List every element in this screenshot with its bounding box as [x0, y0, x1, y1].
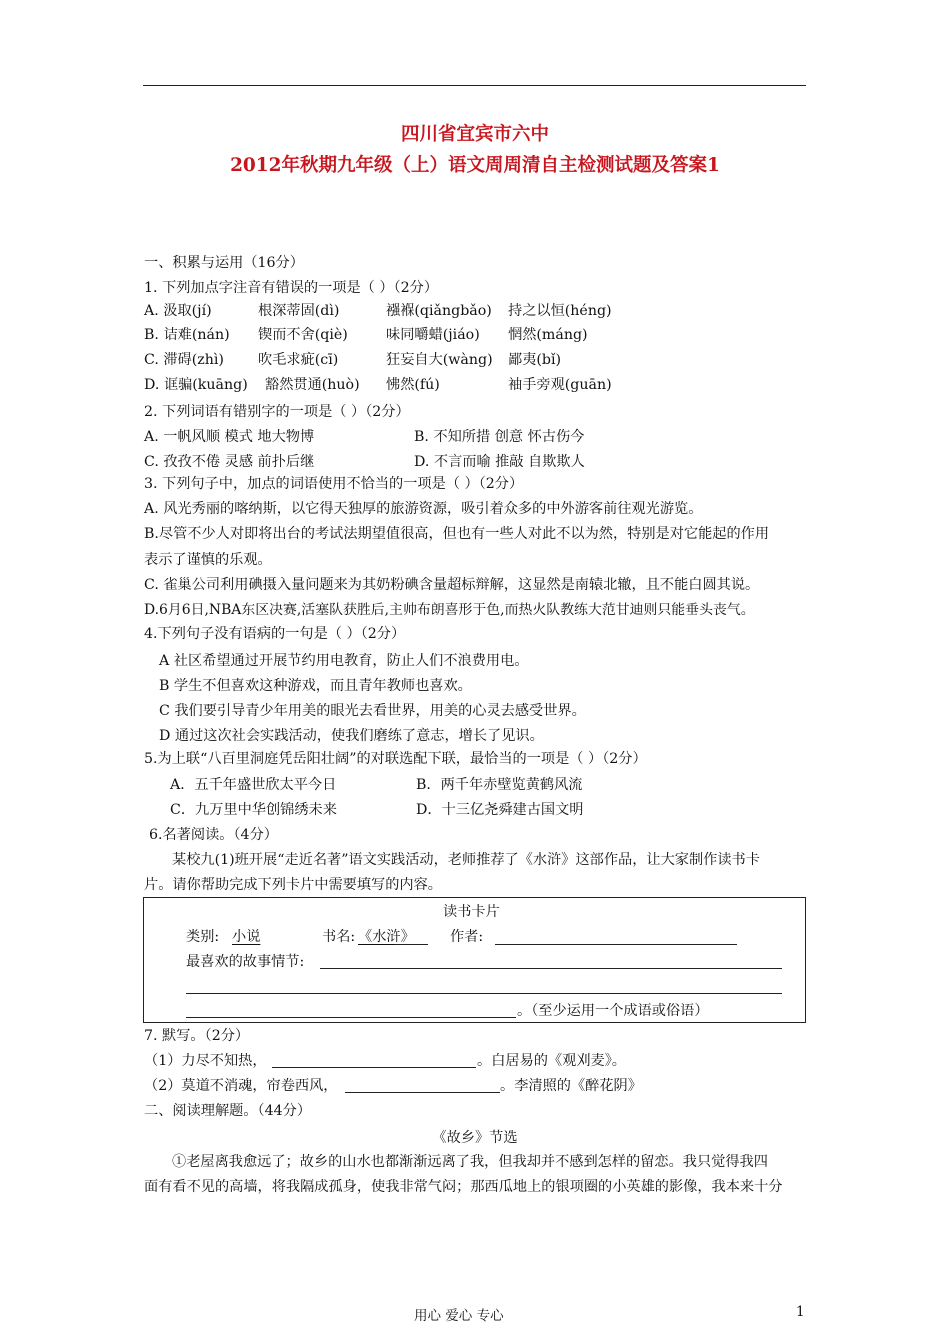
q1-c-1: C. 滞碍(zhì)	[144, 352, 224, 368]
page-number: 1	[796, 1304, 805, 1320]
q3-b-line2: 表示了谨慎的乐观。	[144, 552, 272, 568]
q4-b: B 学生不但喜欢这种游戏，而且青年教师也喜欢。	[159, 678, 472, 694]
q1-a-1: A. 汲取(jí)	[144, 303, 212, 319]
q1-c-3: 狂妄自大(wàng)	[386, 352, 493, 368]
q1-a-4: 持之以恒(héng)	[508, 303, 612, 319]
q6-stem: 6.名著阅读。（4分）	[149, 827, 278, 843]
q7-line2-prefix: （2）莫道不消魂，帘卷西风，	[144, 1078, 338, 1094]
section2-heading: 二、阅读理解题。（44分）	[144, 1103, 312, 1119]
card-plot-label: 最喜欢的故事情节:	[186, 954, 305, 970]
q7-line1-blank[interactable]	[272, 1067, 476, 1068]
q7-stem: 7. 默写。（2分）	[144, 1028, 250, 1044]
card-plot-blank-2[interactable]	[186, 993, 782, 994]
q4-stem: 4.下列句子没有语病的一句是（ ）（2分）	[144, 626, 406, 642]
q7-line2-suffix: 。李清照的《醉花阴》	[500, 1078, 642, 1094]
q2-b: B. 不知所措 创意 怀古伤今	[414, 429, 585, 445]
q1-d-3: 怫然(fú)	[386, 377, 440, 393]
passage-para2: 面有看不见的高墙，将我隔成孤身，使我非常气闷；那西瓜地上的银项圈的小英雄的影像，我本来十分	[144, 1179, 783, 1195]
passage-title: 《故乡》节选	[432, 1130, 518, 1146]
section1-heading: 一、积累与运用（16分）	[144, 255, 304, 271]
q1-a-3: 襁褓(qiǎngbǎo)	[386, 303, 492, 319]
q2-d: D. 不言而喻 推敲 自欺欺人	[414, 454, 585, 470]
q1-d-4: 袖手旁观(guān)	[508, 377, 612, 393]
card-plot-blank-1[interactable]	[320, 968, 782, 969]
q2-a: A. 一帆风顺 模式 地大物博	[144, 429, 315, 445]
q5-d: D．十三亿尧舜建古国文明	[416, 802, 584, 818]
q1-d-2: 豁然贯通(huò)	[265, 377, 360, 393]
q1-b-2: 锲而不舍(qiè)	[258, 327, 348, 343]
card-note: 。（至少运用一个成语或俗语）	[517, 1003, 709, 1019]
q7-line1-prefix: （1）力尽不知热，	[144, 1053, 267, 1069]
footer-slogan: 用心 爱心 专心	[414, 1308, 504, 1324]
q4-c: C 我们要引导青少年用美的眼光去看世界，用美的心灵去感受世界。	[159, 703, 586, 719]
q7-line1-suffix: 。白居易的《观刈麦》。	[477, 1053, 626, 1069]
card-book-underline	[395, 944, 428, 945]
card-author-label: 作者:	[450, 929, 484, 945]
q1-c-4: 鄙夷(bǐ)	[508, 352, 562, 368]
q3-c: C. 雀巢公司利用碘摄入量问题来为其奶粉碘含量超标辩解，这显然是南辕北辙，且不能白圆其说。	[144, 577, 760, 593]
card-category-label: 类别:	[186, 929, 220, 945]
title-exam: 2012年秋期九年级（上）语文周周清自主检测试题及答案1	[230, 155, 720, 176]
passage-para1: ①老屋离我愈远了；故乡的山水也都渐渐远离了我，但我却并不感到怎样的留恋。我只觉得我四	[172, 1154, 768, 1170]
q4-a: A 社区希望通过开展节约用电教育，防止人们不浪费用电。	[159, 653, 529, 669]
q5-b: B．两千年赤壁览黄鹤风流	[416, 777, 583, 793]
q3-stem: 3. 下列句子中，加点的词语使用不恰当的一项是（ ）（2分）	[144, 476, 524, 492]
q2-c: C. 孜孜不倦 灵感 前扑后继	[144, 454, 315, 470]
q3-d: D.6月6日,NBA东区决赛,活塞队获胜后,主帅布朗喜形于色,而热火队教练大范甘迪则只能垂头丧气。	[144, 602, 755, 618]
q4-d: D 通过这次社会实践活动，使我们磨练了意志，增长了见识。	[159, 728, 544, 744]
q1-d-1: D. 诓骗(kuāng)	[144, 377, 248, 393]
card-category-value: 小说	[232, 929, 261, 945]
card-title: 读书卡片	[443, 904, 500, 920]
q2-stem: 2. 下列词语有错别字的一项是（ ）（2分）	[144, 404, 410, 420]
q1-a-2: 根深蒂固(dì)	[258, 303, 340, 319]
q1-c-2: 吹毛求疵(cī)	[258, 352, 339, 368]
q6-intro-line1: 某校九(1)班开展“走近名著”语文实践活动，老师推荐了《水浒》这部作品，让大家制作读书卡	[172, 852, 760, 868]
title-school: 四川省宜宾市六中	[400, 124, 549, 145]
q1-b-1: B. 诘难(nán)	[144, 327, 230, 343]
q1-b-3: 味同嚼蜡(jiáo)	[386, 327, 480, 343]
q5-c: C．九万里中华创锦绣未来	[170, 802, 337, 818]
q5-stem: 5.为上联“八百里洞庭凭岳阳壮阔”的对联选配下联，最恰当的一项是（ ）（2分）	[144, 751, 647, 767]
card-book-value: 《水浒》	[358, 929, 415, 945]
card-book-label: 书名:	[322, 929, 356, 945]
q5-a: A．五千年盛世欣太平今日	[170, 777, 337, 793]
q3-b-line1: B.尽管不少人对即将出台的考试法期望值很高，但也有一些人对此不以为然，特别是对它能起的作用	[144, 526, 770, 542]
q1-stem: 1. 下列加点字注音有错误的一项是（ ）（2分）	[144, 280, 439, 296]
q1-b-4: 惘然(máng)	[508, 327, 588, 343]
card-author-blank[interactable]	[495, 944, 737, 945]
card-plot-blank-3[interactable]	[186, 1017, 516, 1018]
q3-a: A. 风光秀丽的喀纳斯，以它得天独厚的旅游资源，吸引着众多的中外游客前往观光游览。	[144, 501, 703, 517]
q7-line2-blank[interactable]	[345, 1092, 500, 1093]
q6-intro-line2: 片。请你帮助完成下列卡片中需要填写的内容。	[144, 877, 442, 893]
header-rule	[143, 85, 806, 86]
